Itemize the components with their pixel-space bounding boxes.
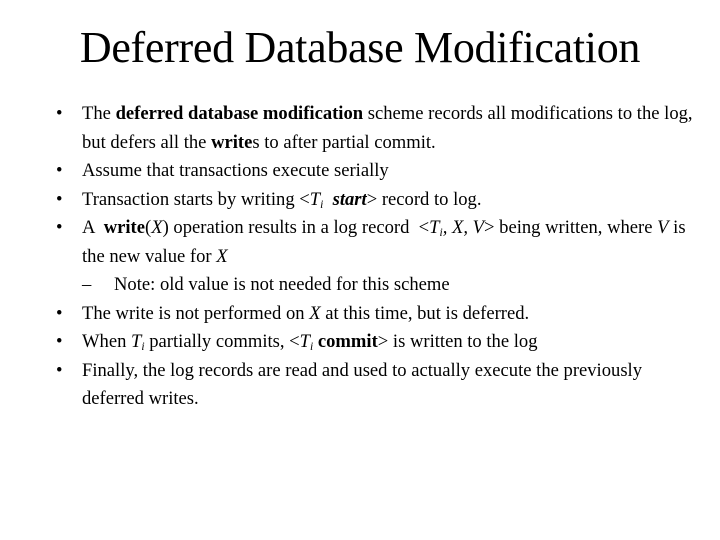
bullet-marker: • — [56, 217, 63, 238]
bullet-list — [54, 100, 694, 414]
term-commit: commit — [317, 331, 378, 352]
sub-bullet-old-value-note: – Note: old value is not needed for this scheme — [54, 271, 694, 300]
slide-title: Deferred Database Modification — [79, 23, 641, 72]
bullet-marker: • — [56, 302, 63, 324]
term-start: start — [332, 188, 367, 210]
bullet-marker: • — [56, 359, 63, 381]
sub-bullet-marker: – — [82, 274, 92, 295]
bullet-partial-commit: • When $T_i$ partially commits, $<T_i$ commit> is written to the log — [54, 328, 694, 357]
bullet-deferred-scheme: • The deferred database modification scheme records all modifications to the log, but defers all the writes to after partial commit. — [54, 100, 694, 157]
bullet-write-deferred: • The write is not performed on X at this time, but is deferred. — [54, 300, 694, 329]
bullet-start-record: • Transaction starts by writing $<T_i$ start> record to log. — [54, 186, 694, 215]
term-deferred-database-modification: deferred database modification — [115, 103, 364, 124]
bullet-marker: • — [56, 188, 63, 210]
bullet-write-operation: • A write(X) operation results in a log record $<T_i$, X, V> being written, where V is the new value for X — [54, 214, 694, 271]
bullet-marker: • — [56, 103, 63, 124]
bullet-marker: • — [56, 331, 63, 352]
bullet-serial-execution: • Assume that transactions execute serially — [54, 157, 694, 186]
term-write-op: write — [103, 217, 145, 238]
term-write: write — [211, 131, 253, 153]
bullet-finally: • Finally, the log records are read and used to actually execute the previously deferred writes. — [54, 357, 694, 414]
bullet-marker: • — [56, 160, 63, 181]
